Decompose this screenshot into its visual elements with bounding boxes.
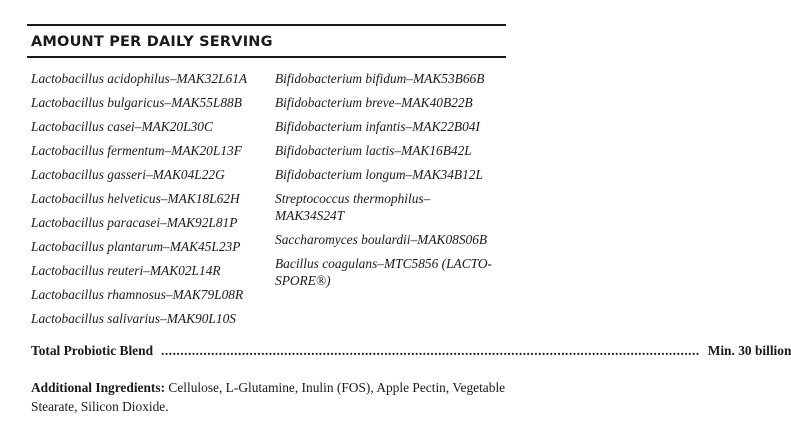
strain-item: Lactobacillus paracasei–MAK92L81P <box>31 215 238 230</box>
strain-item: Bifidobacterium lactis–MAK16B42L <box>275 143 472 158</box>
total-blend-row <box>31 343 791 359</box>
leader-dots: ............................................................................................................................................ <box>161 343 700 358</box>
strain-item: Bifidobacterium longum–MAK34B12L <box>275 167 483 182</box>
additional-ingredients <box>31 378 511 416</box>
ingredients-label: Additional Ingredients: <box>31 380 166 395</box>
strain-item: Lactobacillus fermentum–MAK20L13F <box>31 143 242 158</box>
top-rule <box>27 24 506 26</box>
strain-item: Saccharomyces boulardii–MAK08S06B <box>275 232 488 247</box>
strain-item: Lactobacillus helveticus–MAK18L62H <box>31 191 240 206</box>
strain-list-right <box>275 70 515 296</box>
heading-rule <box>27 56 506 58</box>
ingredients-text: Cellulose, L-Glutamine, Inulin (FOS), Apple Pectin, Vegetable Stearate, Silicon Dioxide. <box>31 380 506 414</box>
strain-item: Bacillus coagulans–MTC5856 (LACTO-SPORE®) <box>275 256 492 288</box>
strain-item: Bifidobacterium infantis–MAK22B04I <box>275 119 480 134</box>
strain-item: Bifidobacterium bifidum–MAK53B66B <box>275 71 485 86</box>
strain-item: Lactobacillus salivarius–MAK90L10S <box>31 311 236 326</box>
strain-item: Streptococcus thermophilus– MAK34S24T <box>275 191 431 223</box>
strain-item: Lactobacillus casei–MAK20L30C <box>31 119 213 134</box>
total-label: Total Probiotic Blend <box>31 343 154 358</box>
strain-item: Lactobacillus gasseri–MAK04L22G <box>31 167 225 182</box>
strain-item: Lactobacillus reuteri–MAK02L14R <box>31 263 221 278</box>
strain-item: Bifidobacterium breve–MAK40B22B <box>275 95 473 110</box>
section-heading: AMOUNT PER DAILY SERVING <box>31 34 273 50</box>
strain-item: Lactobacillus rhamnosus–MAK79L08R <box>31 287 244 302</box>
strain-list-left <box>31 70 271 334</box>
strain-item: Lactobacillus bulgaricus–MAK55L88B <box>31 95 242 110</box>
strain-item: Lactobacillus plantarum–MAK45L23P <box>31 239 241 254</box>
strain-item: Lactobacillus acidophilus–MAK32L61A <box>31 71 248 86</box>
total-value: Min. 30 billion <box>707 343 791 358</box>
